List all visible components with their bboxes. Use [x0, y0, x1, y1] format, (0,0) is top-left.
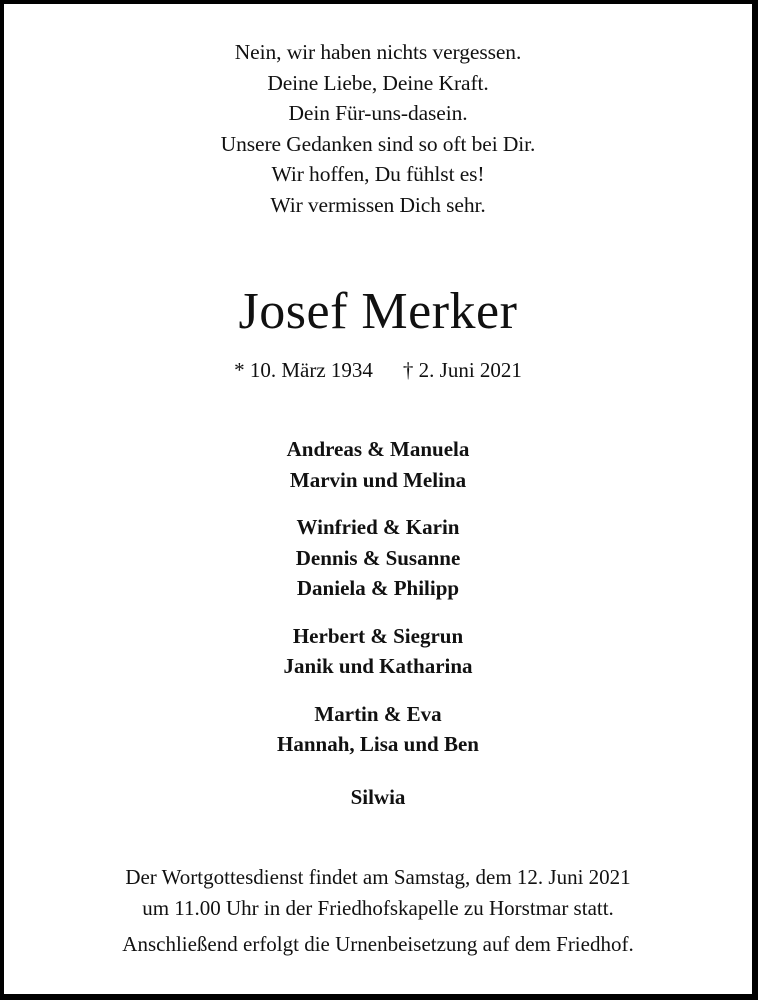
mourner-group — [4, 512, 752, 604]
mourner-group — [4, 782, 752, 813]
deceased-name: Josef Merker — [238, 283, 518, 340]
mourner-line: Daniela & Philipp — [296, 576, 460, 600]
mourner-line: Hannah, Lisa und Ben — [277, 732, 479, 756]
mourner-line: Herbert & Siegrun — [292, 623, 464, 648]
poem-line: Wir hoffen, Du fühlst es! — [271, 162, 485, 186]
mourner-line: Dennis & Susanne — [295, 545, 461, 570]
mourners-list — [4, 434, 752, 829]
service-line: Der Wortgottesdienst findet am Samstag, dem 12. Juni 2021 — [125, 865, 631, 889]
service-line: um 11.00 Uhr in der Friedhofskapelle zu Horstmar statt. — [142, 896, 614, 920]
poem-line: Dein Für-uns-dasein. — [288, 101, 468, 125]
mourner-line: Andreas & Manuela — [286, 437, 470, 461]
burial-note: Anschließend erfolgt die Urnenbeisetzung auf dem Friedhof. — [122, 932, 634, 956]
mourner-group — [4, 699, 752, 760]
death-date: † 2. Juni 2021 — [402, 358, 522, 382]
service-notice — [4, 862, 752, 960]
mourner-line: Martin & Eva — [314, 701, 442, 726]
mourner-line: Winfried & Karin — [296, 515, 460, 539]
mourner-line: Silwia — [350, 784, 406, 809]
poem-line: Unsere Gedanken sind so oft bei Dir. — [220, 131, 536, 156]
birth-date: * 10. März 1934 — [234, 358, 373, 382]
mourner-group — [4, 621, 752, 682]
life-dates — [4, 356, 752, 384]
mourner-line: Marvin und Melina — [289, 467, 467, 492]
mourner-line: Janik und Katharina — [283, 654, 473, 678]
poem-line: Wir vermissen Dich sehr. — [270, 192, 486, 217]
poem-line: Deine Liebe, Deine Kraft. — [267, 70, 489, 95]
poem-line: Nein, wir haben nichts vergessen. — [234, 40, 522, 64]
memorial-poem — [4, 37, 752, 220]
mourner-group — [4, 434, 752, 495]
